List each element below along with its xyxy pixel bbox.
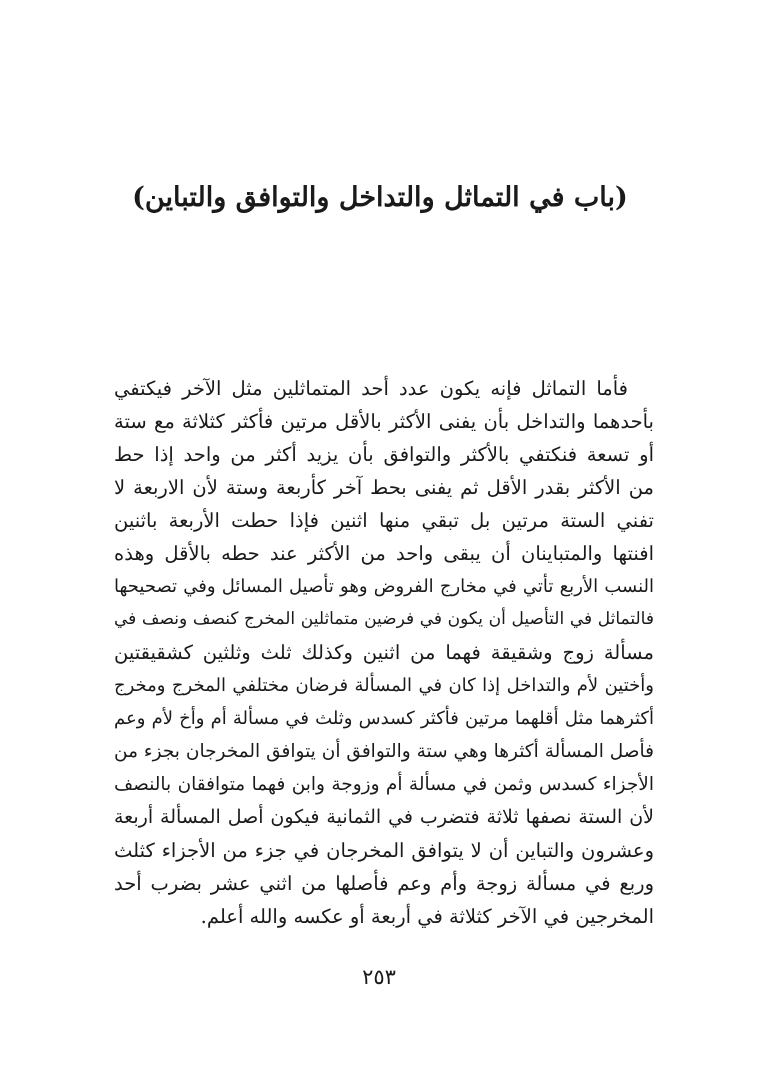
body-line: النسب الأربع تأتي في مخارج الفروض وهو تأصيل المسائل وفي تصحيحها xyxy=(114,576,654,597)
body-line: الأجزاء كسدس وثمن في مسألة أم وزوجة وابن فهما متوافقان بالنصف xyxy=(114,774,654,795)
body-line: فالتماثل في التأصيل أن يكون في فرضين متماثلين المخرج كنصف ونصف في xyxy=(114,609,654,629)
body-line: بأحدهما والتداخل بأن يفنى الأكثر بالأقل مرتين فأكثر كثلاثة مع ستة xyxy=(114,410,654,433)
body-line: افنتها والمتباينان أن يبقى واحد من الأكثر عند حطه بالأقل وهذه xyxy=(114,542,654,565)
body-line: مسألة زوج وشقيقة فهما من اثنين وكذلك ثلث وثلثين كشقيقتين xyxy=(114,641,654,664)
body-line: تفني الستة مرتين بل تبقي منها اثنين فإذا حطت الأربعة باثنين xyxy=(114,509,654,532)
body-line: من الأكثر بقدر الأقل ثم يفنى بحط آخر كأربعة وستة لأن الاربعة لا xyxy=(114,476,654,499)
body-line: وأختين لأم والتداخل إذا كان في المسألة فرضان مختلفي المخرج ومخرج xyxy=(114,675,654,696)
page-number: ٢٥٣ xyxy=(362,965,396,989)
body-line: وعشرون والتباين أن لا يتوافق المخرجان في جزء من الأجزاء كثلث xyxy=(114,839,654,862)
body-line: وربع في مسألة زوجة وأم وعم فأصلها من اثني عشر بضرب أحد xyxy=(114,872,654,895)
body-line: أو تسعة فنكتفي بالأكثر والتوافق بأن يزيد أكثر من واحد إذا حط xyxy=(114,443,654,466)
body-line: المخرجين في الآخر كثلاثة في أربعة أو عكسه والله أعلم. xyxy=(200,905,654,928)
body-line: لأن الستة نصفها ثلاثة فتضرب في الثمانية فيكون أصل المسألة أربعة xyxy=(114,806,654,828)
body-line: فأما التماثل فإنه يكون عدد أحد المتماثلين مثل الآخر فيكتفي xyxy=(114,377,628,400)
body-line: فأصل المسألة أكثرها وهي ستة والتوافق أن يتوافق المخرجان بجزء من xyxy=(114,741,654,762)
body-line: أكثرهما مثل أقلهما مرتين فأكثر كسدس وثلث في مسألة أم وأخ لأم وعم xyxy=(114,708,654,729)
body-text xyxy=(114,372,654,933)
chapter-title: (باب في التماثل والتداخل والتوافق والتباين) xyxy=(132,182,628,213)
